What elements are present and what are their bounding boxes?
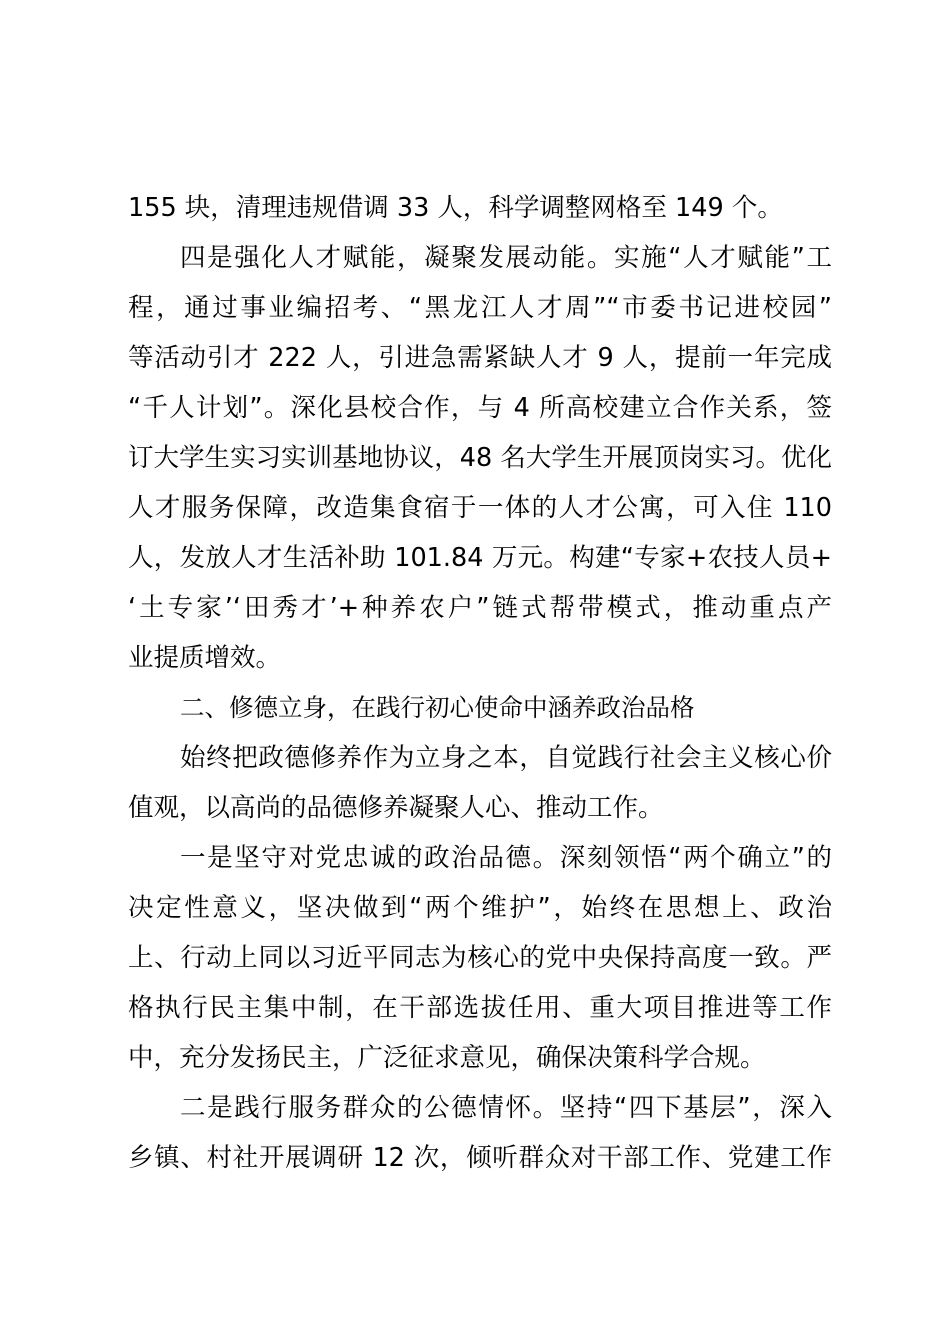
text-line: 格执行民主集中制，在干部选拔任用、重大项目推进等工作 — [128, 993, 832, 1023]
text-line: 值观，以高尚的品德修养凝聚人心、推动工作。 — [128, 793, 664, 823]
text-line: 人，发放人才生活补助 101.84 万元。构建“专家+农技人员+ — [128, 543, 832, 573]
text-line: 决定性意义，坚决做到“两个维护”，始终在思想上、政治 — [128, 893, 832, 923]
text-line: ‘土专家’‘田秀才’+种养农户”链式帮带模式，推动重点产 — [128, 593, 832, 623]
text-line-continuation: 155 块，清理违规借调 33 人，科学调整网格至 149 个。 — [128, 193, 783, 223]
text-line: 业提质增效。 — [128, 643, 282, 673]
text-line: 程，通过事业编招考、“黑龙江人才周”“市委书记进校园” — [128, 293, 832, 323]
text-line: “千人计划”。深化县校合作，与 4 所高校建立合作关系，签 — [128, 393, 832, 423]
text-line: 中，充分发扬民主，广泛征求意见，确保决策科学合规。 — [128, 1043, 766, 1073]
text-line: 等活动引才 222 人，引进急需紧缺人才 9 人，提前一年完成 — [128, 343, 832, 373]
text-line: 人才服务保障，改造集食宿于一体的人才公寓，可入住 110 — [128, 493, 832, 523]
text-line: 乡镇、村社开展调研 12 次，倾听群众对干部工作、党建工作 — [128, 1143, 832, 1173]
text-line-point-two-start: 二是践行服务群众的公德情怀。坚持“四下基层”，深入 — [180, 1093, 832, 1123]
text-line: 订大学生实习实训基地协议，48 名大学生开展顶岗实习。优化 — [128, 443, 832, 473]
text-line-point-one-start: 一是坚守对党忠诚的政治品德。深刻领悟“两个确立”的 — [180, 843, 832, 873]
text-line-section-intro: 始终把政德修养作为立身之本，自觉践行社会主义核心价 — [180, 743, 832, 773]
text-line: 上、行动上同以习近平同志为核心的党中央保持高度一致。严 — [128, 943, 832, 973]
section-heading: 二、修德立身，在践行初心使命中涵养政治品格 — [180, 693, 695, 722]
text-line-point-four-start: 四是强化人才赋能，凝聚发展动能。实施“人才赋能”工 — [180, 243, 832, 273]
